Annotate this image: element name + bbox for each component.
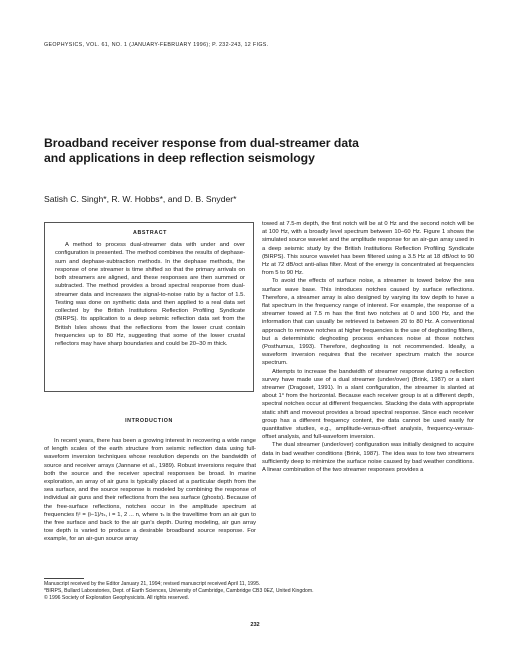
introduction-section [44, 437, 256, 544]
right-column [262, 220, 474, 474]
footnote-affiliation: *BIRPS, Bullard Laboratories, Dept. of Earth Sciences, University of Cambridge, Cambridge CB3 0EZ, United Kingdom. [44, 588, 314, 595]
title-line-2: and applications in deep reflection seismology [44, 150, 315, 165]
body-paragraph-4: The dual streamer (under/over) configuration was initially designed to acquire data in bad weather conditions (Brink, 1987). The idea was to tow two streamers sufficiently deep to minimize the surface noise caused by bad weather conditions. A linear combination of the two streamer responses provides a [262, 442, 474, 474]
body-paragraph-2: To avoid the effects of surface noise, a streamer is towed below the sea surface wave base. This introduces notches caused by surface reflections. Therefore, a streamer array is also designed by varying its tow depth to have a flat spectrum in the frequency range of interest. For example, the response of a streamer towed at 7.5 m has the first two notches at 0 and 100 Hz, and the information that can usually be retrieved is between 20 to 80 Hz. A conventional approach to remove notches at higher frequencies is the use of deghosting filters, but a deterministic deghosting process enhances noise at those notches (Posthumus, 1993). Therefore, deghosting is not recommended. Ideally, a waveform inversion requires that the receiver spectrum match the source spectrum. [262, 278, 474, 367]
abstract-box [44, 222, 254, 392]
introduction-heading: INTRODUCTION [125, 418, 173, 424]
footnote-received: Manuscript received by the Editor January 21, 1994; revised manuscript received April 11, 1995. [44, 581, 261, 587]
page-number: 232 [250, 622, 260, 628]
body-paragraph-1: towed at 7.5-m depth, the first notch will be at 0 Hz and the second notch will be at 100 Hz, with a broadly level spectrum between 10–60 Hz. Figure 1 shows the simulated source wavelet and the amplitude response for an air-gun array used in a deep seismic study by the British Institutions Reflection Profiling Syndicate (BIRPS). This source wavelet has been filtered using a 3.5 Hz at 18 dB/oct to 90 Hz at 72 dB/oct anti-alias filter. Most of the energy is concentrated at frequencies from 5 to 90 Hz. [262, 221, 474, 277]
abstract-text: A method to process dual-streamer data with under and over configuration is presented. The method combines the results of dephase-sum and dephase-subtraction methods. In the dephase methods, the response of one streamer is time shifted so that the primary arrivals on both streamers are aligned, and these responses are then summed or subtracted. The method provides a broad spectral response from dual-streamer data and increases the signal-to-noise ratio by a factor of 1.5. Testing was done on synthetic data and then applied to a real data set collected by the British Institutions Reflection Profiling Syndicate (BIRPS). Its application to a deep seismic reflection data set from the British Isles shows that the reflections from the lower crust contain frequencies up to 80 Hz, suggesting that some of the lower crustal reflectors may have sharp boundaries and could be 20–30 m thick. [55, 242, 245, 347]
title-line-1: Broadband receiver response from dual-streamer data [44, 136, 359, 150]
introduction-paragraph: In recent years, there has been a growing interest in recovering a wide range of length scales of the earth structure from seismic reflection data using full-waveform inversion techniques whose resolution depends on the bandwidth of source and receiver arrays (Jannane et al., 1989). Robust inversions require that both the source and the receiver spectral responses be broad. In marine exploration, an array of air guns is typically placed at a particular depth from the sea surface, and the source response is modeled by combining the response of individual air guns and their reflections from the sea surface (ghosts). Because of the free-surface reflections, notches occur in the amplitude spectrum at frequencies fᵢˢ = (i−1)/τₛ, i = 1, 2 ... n, where τₛ is the traveltime from an air gun to the free surface and back to the air gun's depth. During modeling, air gun array tow depth is varied to produce a desirable broadband source response. For example, for an air-gun source array [44, 438, 256, 543]
footnote-copyright: © 1996 Society of Exploration Geophysicists. All rights reserved. [44, 595, 190, 602]
footnotes [44, 581, 474, 603]
journal-header: GEOPHYSICS, VOL. 61, NO. 1 (JANUARY-FEBRUARY 1996); P. 232-243, 12 FIGS. [44, 42, 269, 48]
abstract-heading: ABSTRACT [133, 230, 167, 236]
article-title [44, 136, 424, 165]
footnote-divider [44, 578, 84, 579]
body-paragraph-3: Attempts to increase the bandwidth of streamer response during a reflection survey have made use of a dual streamer (under/over) (Brink, 1987) or a slant streamer (Dragoset, 1991). In a slant configuration, the streamer is slanted at about 1° from the horizontal. Because each receiver group is at a different depth, spectral notches occur at different frequencies. Stacking the data with appropriate static shift and moveout provides a broad spectral response. Since each receiver group has a different frequency content, the data cannot be used easily for quantitative studies, e.g., amplitude-versus-offset analysis, frequency-versus-offset analysis, and full-waveform inversion. [262, 368, 474, 441]
author-list: Satish C. Singh*, R. W. Hobbs*, and D. B. Snyder* [44, 194, 237, 204]
